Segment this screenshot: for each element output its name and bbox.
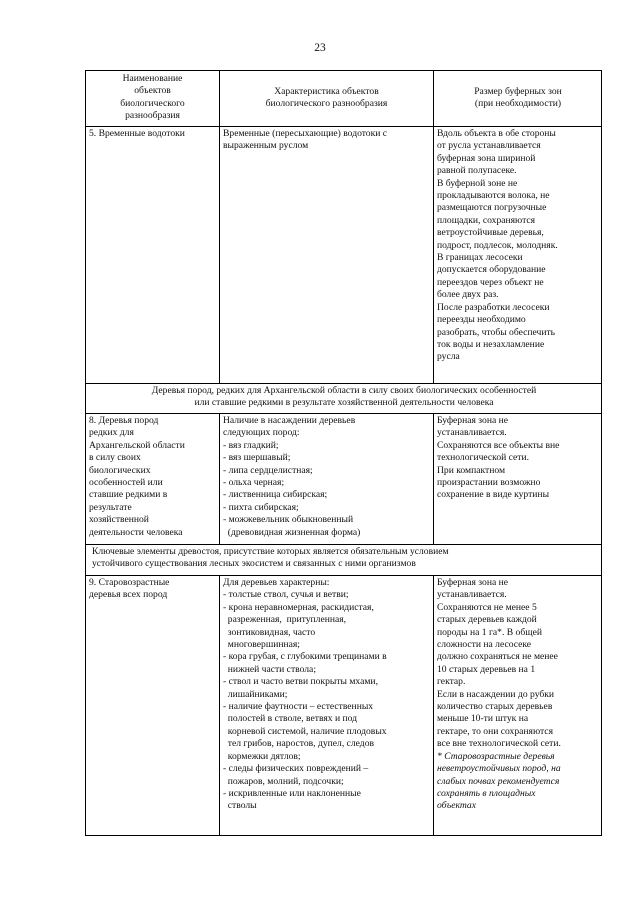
row8-characteristics: Наличие в насаждении деревьев следующих пород: - вяз гладкий; - вяз шершавый; - липа сердцелистная; - ольха черная; - лиственница сибирская; - пихта сибирская; - можжевельник обыкновенный (древовидная жизненная форма) [223, 415, 361, 538]
header-col-characteristics: Характеристика объектов биологического разнообразия [265, 86, 388, 110]
row9-footnote: сохранять в площадных [437, 787, 536, 799]
row8-name: 8. Деревья пород редких для Архангельской области в силу своих биологических особенностей или ставшие редкими в результате хозяйственной деятельности человека [89, 415, 185, 538]
section-heading-rare-species: Деревья пород, редких для Архангельской области в силу своих биологических особенностей или ставшие редкими в результате хозяйственной деятельности человека [151, 385, 537, 409]
header-col-name: Наименование объектов биологического разнообразия [120, 73, 185, 122]
row9-footnote: неветроустойчивых пород, на [437, 763, 561, 775]
row5-characteristics: Временные (пересыхающие) водотоки с выраженным руслом [223, 128, 388, 152]
row9-footnote: объектах [437, 800, 476, 812]
section-heading-key-elements: Ключевые элементы древостоя, присутствие которых является обязательным условием устойчивого существования лесных экосистем и связанных с ними организмов [92, 546, 449, 570]
row9-characteristics: Для деревьев характерны: - толстые ствол, сучья и ветви; - крона неравномерная, раскидистая, разреженная, притупленная, зонтиковидная, часто многовершинная; - кора грубая, с глубокими трещинами в нижней части ствола; - ствол и часто ветви покрыты мхами, лишайниками; - наличие фаутности – естественных полостей в стволе, ветвях и под корневой системой, наличие плодовых тел грибов, наростов, дупел, следов кормежки дятлов; - следы физических повреждений – пожаров, молний, подсочки; - искривленные или наклоненные стволы [223, 577, 387, 812]
row5-name: 5. Временные водотоки [89, 128, 185, 139]
page-number: 23 [314, 42, 326, 54]
row5-buffer: Вдоль объекта в обе стороны от русла устанавливается буферная зона шириной равной полупасеке. В буферной зоне не прокладываются волока, не размещаются погрузочные площадки, сохраняются ветроустойчивые деревья, подрост, подлесок, молодняк. В границах лесосеки допускается оборудование переездов через объект не более двух раз. После разработки лесосеки переезды необходимо разобрать, чтобы обеспечить ток воды и незахламление русла [437, 128, 558, 363]
row9-footnote: * Старовозрастные деревья [437, 750, 555, 762]
row9-name: 9. Старовозрастные деревья всех пород [89, 577, 170, 601]
header-col-buffer-size: Размер буферных зон (при необходимости) [474, 86, 562, 110]
row8-buffer: Буферная зона не устанавливается. Сохраняются все объекты вне технологической сети. При компактном произрастании возможно сохранение в виде куртины [437, 415, 560, 501]
column-divider [219, 70, 220, 383]
row9-buffer: Буферная зона не устанавливается. Сохраняются не менее 5 старых деревьев каждой породы на 1 га*. В общей сложности на лесосеке должно сохраняться не менее 10 старых деревьев на 1 гектар. Если в насаждении до рубки количество старых деревьев меньше 10-ти штук на гектаре, то они сохраняются все вне технологической сети. * Старовозрастные деревья неветроустойчивых пород, на слабых почвах рекомендуется сохранять в площадных объектах [434, 576, 602, 814]
row9-footnote: слабых почвах рекомендуется [437, 775, 560, 787]
